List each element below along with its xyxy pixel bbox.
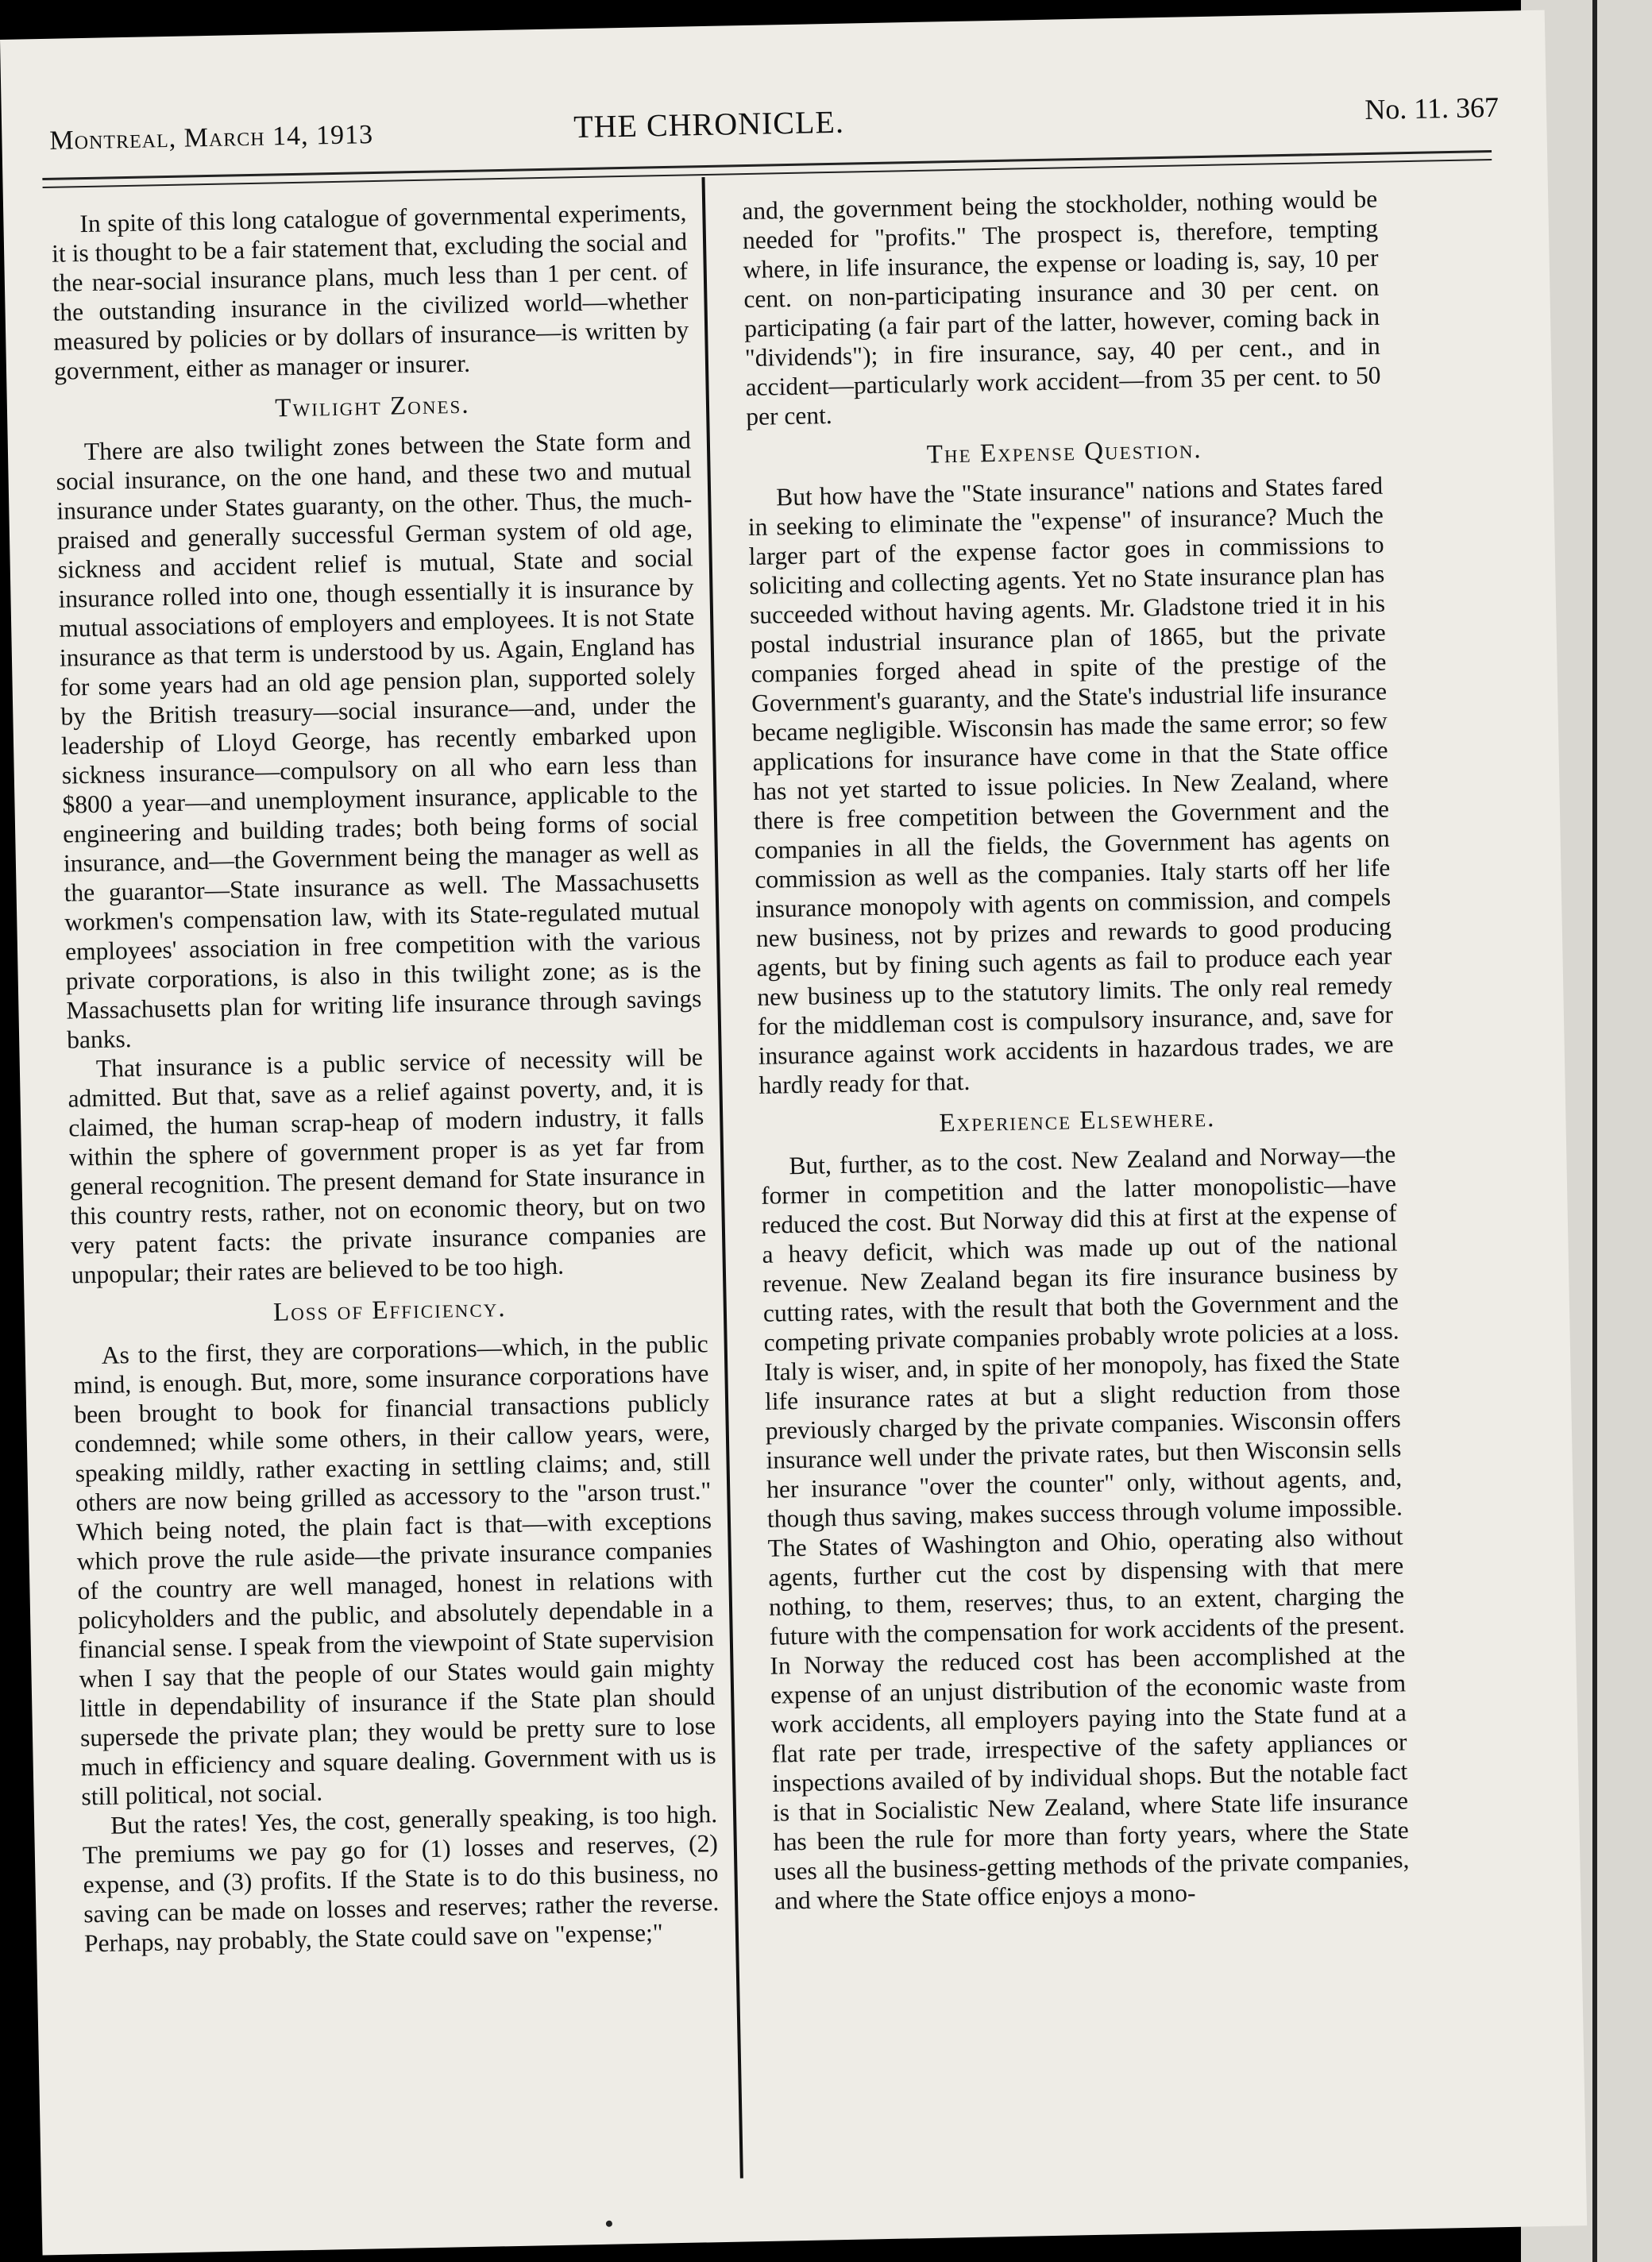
paragraph: But, further, as to the cost. New Zealand and Norway—the former in competition and the latter monopolistic—have reduced the cost. But Norway did this at first at the expense of a heavy deficit, which was made up out of the national revenue. New Zealand began its fire insurance business by cutting rates, with the result that both the Government and the competing private companies probably wrote policies at a loss. Italy is wiser, and, in spite of her monopoly, has fixed the State life insurance rates at but a slight reduction from those previously charged by the private companies. Wisconsin offers insurance well under the private rates, but then Wisconsin sells her insurance "over the counter" only, without agents, and, though thus saving, makes success through volume impossible. The States of Washington and Ohio, operating also without agents, further cut the cost by dispensing with that mere nothing, to them, reserves; thus, to an extent, charging the future with the compensation for work accidents of the present. In Norway the reduced cost has been accomplished at the expense of an unjust distribution of the economic waste from work accidents, all employers paying into the State fund at a flat rate per trade, irrespective of the safety appliances or inspections availed of by individual shops. But the notable fact is that in Socialistic New Zealand, where State life insurance has been the rule for more than forty years, where the State uses all the business-getting methods of the private companies, and where the State office enjoys a mono- bbox=[760, 1140, 1410, 1915]
paragraph: As to the first, they are corporations—which, in the public mind, is enough. But, more, some insurance corporations have been brought to book for financial transactions publicly condemned; while some others, in their callow years, were, speaking mildly, rather exacting in settling claims; and, still others are now being grilled as accessory to the "arson trust." Which being noted, the plain fact is that—with exceptions which prove the rule aside—the private insurance companies of the country are well managed, honest in relations with policyholders and the public, and absolutely dependable in a financial sense. I speak from the viewpoint of State supervision when I say that the people of our States would gain mighty little in dependability of insurance if the State plan should supersede the private plan; they would be pretty sure to lose much in efficiency and square dealing. Government with us is still political, not social. bbox=[73, 1330, 716, 1811]
publication-title: THE CHRONICLE. bbox=[573, 103, 845, 145]
section-heading-experience-elsewhere: Experience Elsewhere. bbox=[939, 1103, 1216, 1138]
paragraph: But how have the "State insurance" nations and States fared in seeking to eliminate the "expense" of insurance? Much the larger part of the expense factor goes in commissions to soliciting and collecting agents. Yet no State insurance plan has succeeded without having agents. Mr. Gladstone tried it in his postal industrial insurance plan of 1865, but the private companies forged ahead in spite of the prestige of the Government's guaranty, and the State's industrial life insurance became negligible. Wisconsin has made the same error; so few applications for insurance have come in that the State office has not yet started to issue policies. In New Zealand, where there is free competition between the Government and the companies in all the fields, the Government has agents on commission as well as the companies. Italy starts off her life insurance monopoly with agents on commission, and compels new business, not by prizes and rewards to good producing agents, but by fining such agents as fail to produce each year new business up to the statutory limits. The only real remedy for the middleman cost is compulsory insurance, and, save for insurance against work accidents in hazardous trades, we are hardly ready for that. bbox=[747, 471, 1394, 1099]
section-heading-loss-of-efficiency: Loss of Efficiency. bbox=[272, 1294, 507, 1327]
paragraph: But the rates! Yes, the cost, generally speaking, is too high. The premiums we pay go for (1) losses and reserves, (2) expense, and (3) profits. If the State is to do this business, no saving can be made on losses and reserves; rather the reverse. Perhaps, nay probably, the State could save on "expense;" bbox=[82, 1800, 720, 1958]
left-column bbox=[51, 197, 720, 1958]
section-heading-expense-question: The Expense Question. bbox=[926, 435, 1202, 469]
section-heading-twilight-zones: Twilight Zones. bbox=[275, 390, 470, 423]
paragraph-continued: and, the government being the stockholder, nothing would be needed for "profits." The prospect is, therefore, tempting where, in life insurance, the expense or loading is, say, 10 per cent. on non-participating insurance and 30 per cent. on participating (a fair part of the latter, however, coming back in "dividends"); in fire insurance, say, 40 per cent., and in accident—particularly work accident—from 35 per cent. to 50 per cent. bbox=[741, 184, 1381, 431]
issue-and-page-number: No. 11. 367 bbox=[1364, 91, 1500, 126]
right-column bbox=[742, 184, 1410, 1916]
paragraph: There are also twilight zones between the State form and social insurance, on the one hand, and these two and mutual insurance under States guaranty, on the other. Thus, the much-praised and generally successful German system of old age, sickness and accident relief is mutual, State and social insurance rolled into one, though essentially it is insurance by mutual associations of employers and employees. It is not State insurance as that term is understood by us. Again, England has for some years had an old age pension plan, supported solely by the British treasury—social insurance—and, under the leadership of Lloyd George, has recently embarked upon sickness insurance—compulsory on all who earn less than $800 a year—and unemployment insurance, applicable to the engineering and building trades; both being forms of social insurance, and—the Government being the manager as well as the guarantor—State insurance as well. The Massachusetts workmen's compensation law, with its State-regulated mutual employees' association in free competition with the various private corporations, is also in this twilight zone; as is the Massachusetts plan for writing life insurance through savings banks. bbox=[56, 426, 702, 1054]
print-mark bbox=[606, 2221, 612, 2227]
newspaper-page bbox=[0, 10, 1587, 2256]
paragraph: That insurance is a public service of necessity will be admitted. But that, save as a relief against poverty, and, it is claimed, the human scrap-heap of modern industry, it falls within the sphere of government proper is as yet far from general recognition. The present demand for State insurance in this country rests, rather, not on economic theory, but on two very patent facts: the private insurance companies are unpopular; their rates are believed to be too high. bbox=[68, 1043, 707, 1289]
paragraph: In spite of this long catalogue of governmental experiments, it is thought to be a fair statement that, excluding the social and the near-social insurance plans, much less than 1 per cent. of the outstanding insurance in the civilized world—whether measured by policies or by dollars of insurance—is written by government, either as manager or insurer. bbox=[51, 198, 689, 385]
dateline: Montreal, March 14, 1913 bbox=[49, 120, 374, 156]
